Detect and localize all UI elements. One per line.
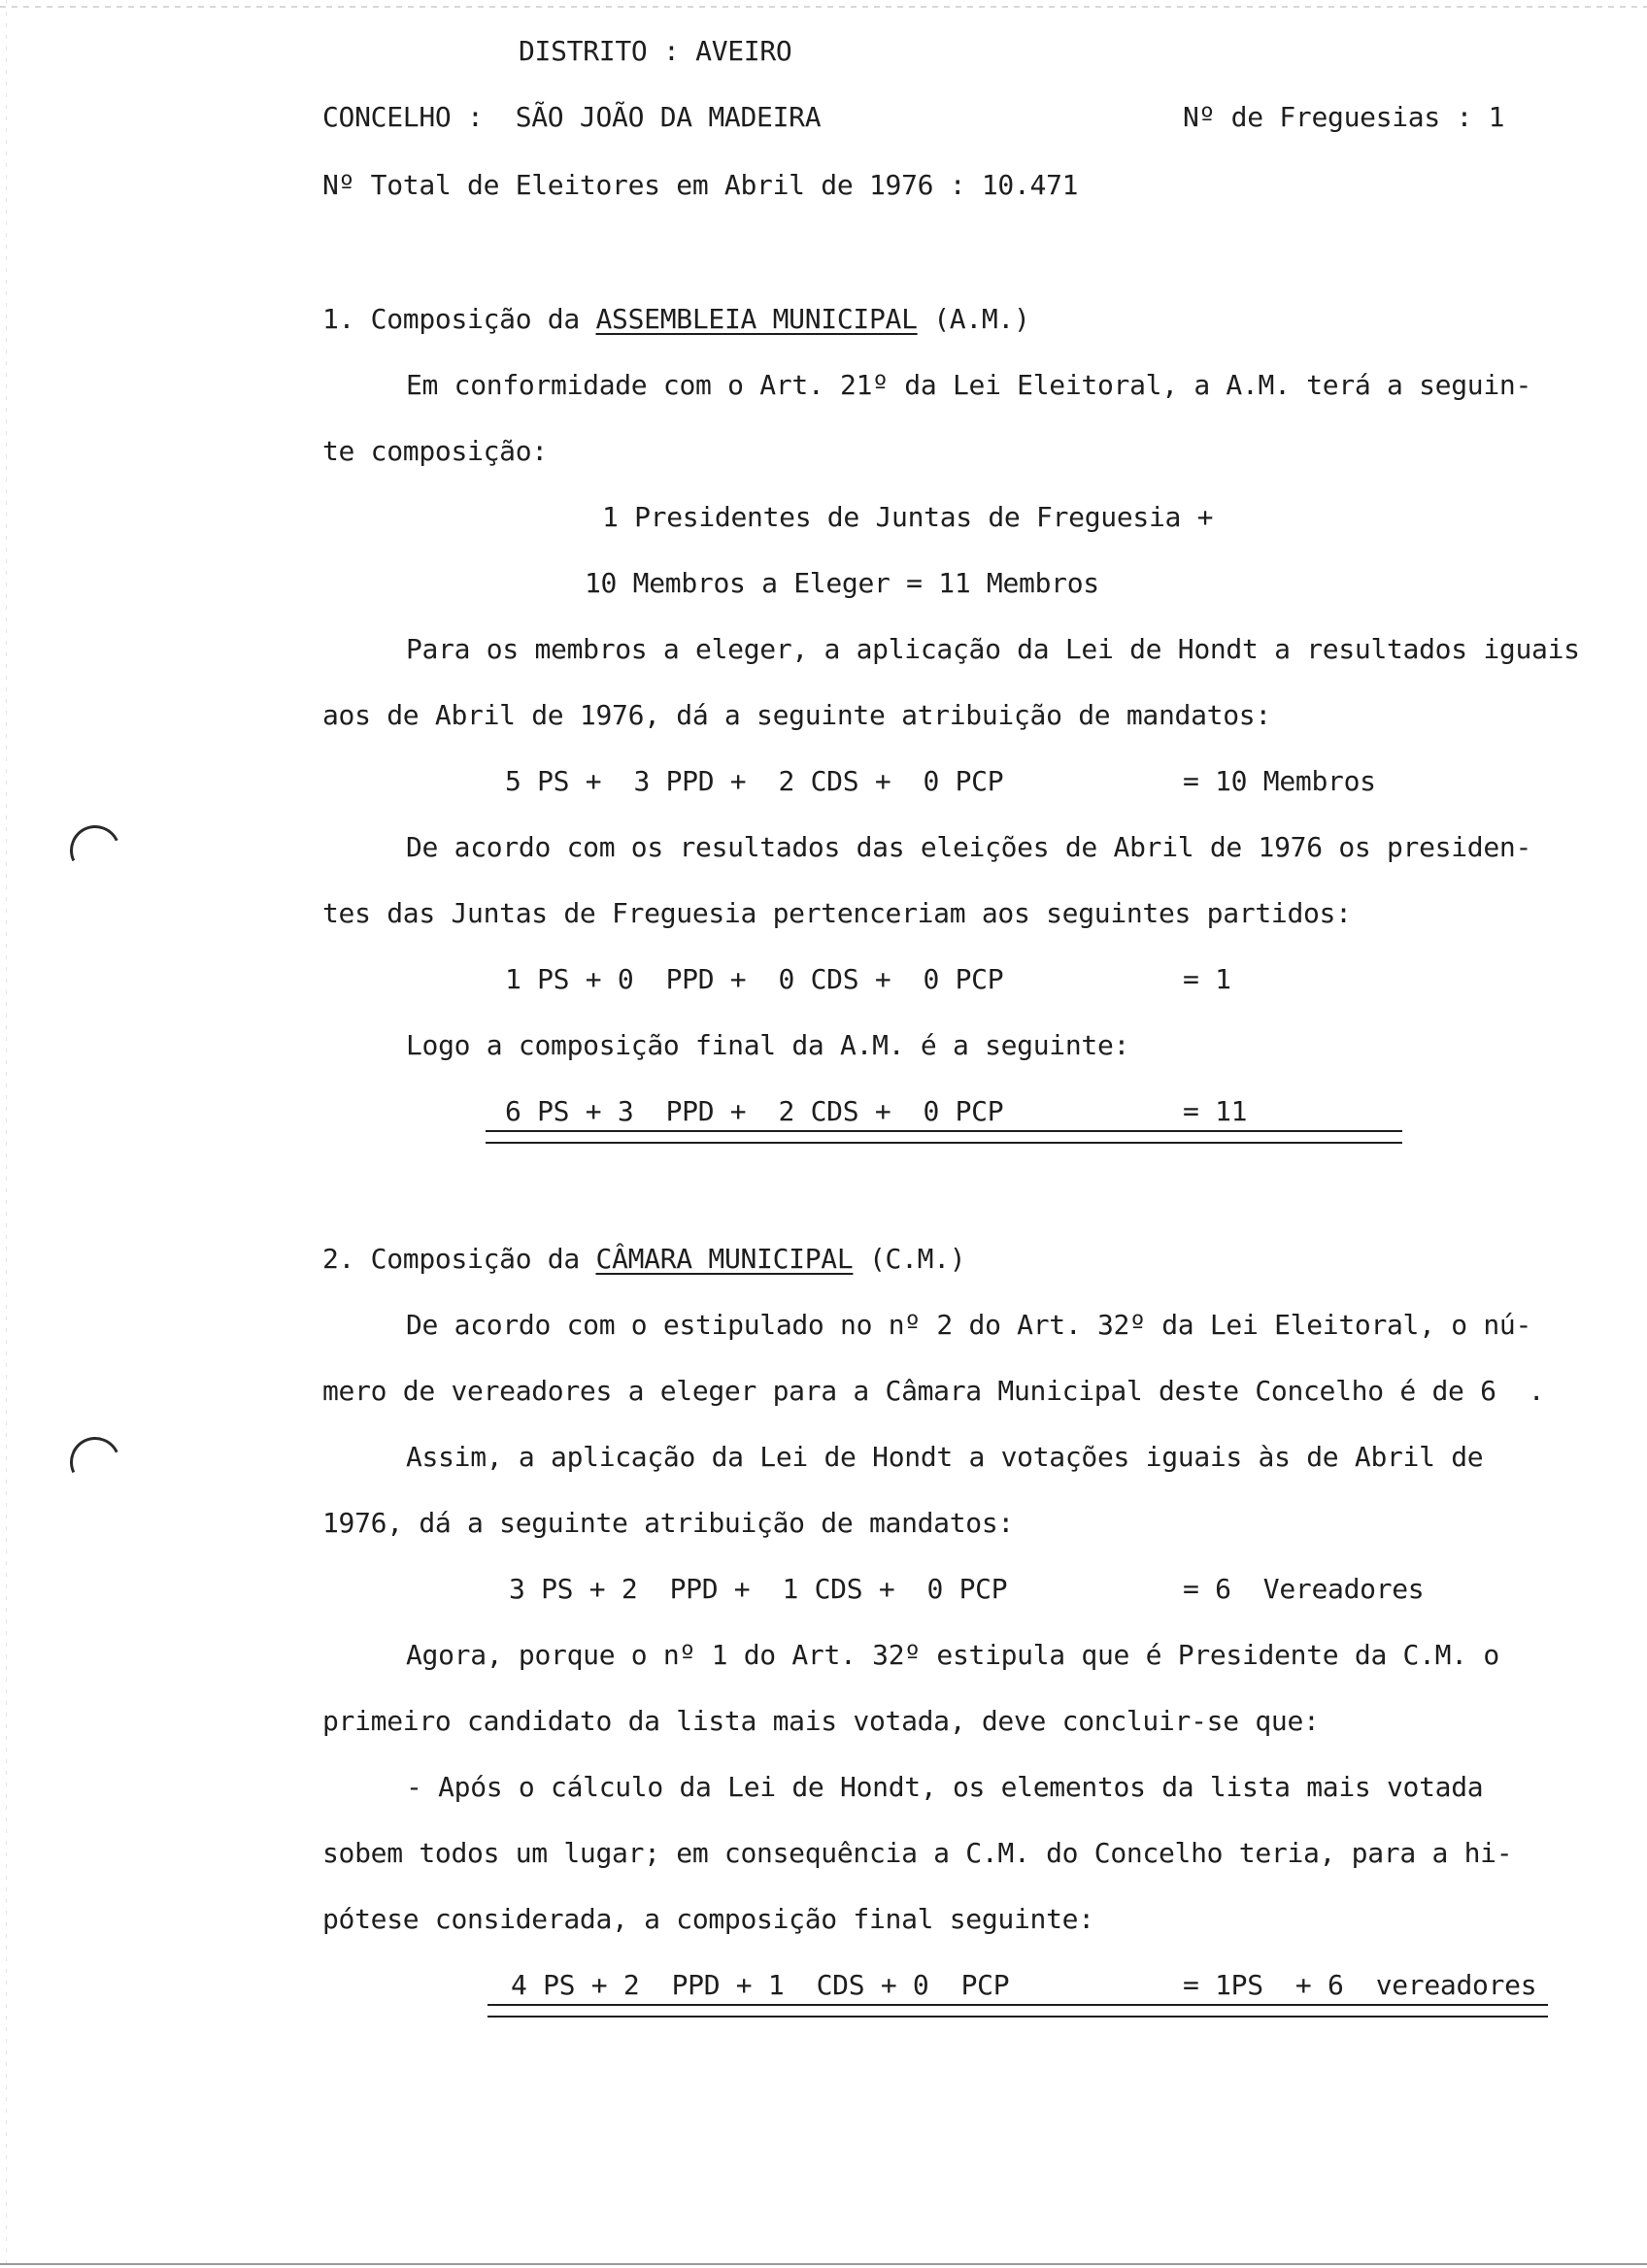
punch-hole-mark-upper (63, 818, 128, 884)
section-2-heading: 2. Composição da CÂMARA MUNICIPAL (C.M.) (322, 1243, 966, 1275)
s1-composition-line-2: 10 Membros a Eleger = 11 Membros (585, 567, 1099, 599)
scan-left-edge (6, 0, 7, 2268)
s1-composition-line-1: 1 Presidentes de Juntas de Freguesia + (602, 501, 1214, 533)
s2-final-equation-right: = 1PS + 6 vereadores (1183, 1969, 1537, 2001)
s1-paragraph-2: Para os membros a eleger, a aplicação da Lei de Hondt a resultados iguais (406, 633, 1580, 665)
total-electors-line: Nº Total de Eleitores em Abril de 1976 : 10.471 (322, 169, 1079, 201)
s2-paragraph-4-cont-1: sobem todos um lugar; em consequência a C.M. do Concelho teria, para a hi- (322, 1837, 1513, 1869)
assembleia-municipal-title: ASSEMBLEIA MUNICIPAL (595, 303, 918, 335)
camara-municipal-title: CÂMARA MUNICIPAL (595, 1243, 854, 1275)
s2-paragraph-2-cont: 1976, dá a seguinte atribuição de mandatos: (322, 1507, 1014, 1539)
s2-final-equation-left: 4 PS + 2 PPD + 1 CDS + 0 PCP (511, 1969, 1010, 2001)
s1-allocation-equation-left: 5 PS + 3 PPD + 2 CDS + 0 PCP (505, 765, 1004, 797)
s1-final-equation-left: 6 PS + 3 PPD + 2 CDS + 0 PCP (505, 1095, 1004, 1127)
s1-paragraph-4: Logo a composição final da A.M. é a seguinte: (406, 1029, 1130, 1061)
punch-hole-mark-lower (63, 1430, 128, 1495)
freguesias-count: Nº de Freguesias : 1 (1183, 101, 1505, 133)
s1-paragraph-2-cont: aos de Abril de 1976, dá a seguinte atribuição de mandatos: (322, 699, 1271, 731)
s1-paragraph-3-cont: tes das Juntas de Freguesia pertenceriam aos seguintes partidos: (322, 897, 1352, 929)
s1-allocation-equation-right: = 10 Membros (1183, 765, 1376, 797)
s2-paragraph-3-cont: primeiro candidato da lista mais votada, deve concluir-se que: (322, 1705, 1320, 1737)
scan-bottom-edge (0, 2263, 1647, 2265)
s2-paragraph-2: Assim, a aplicação da Lei de Hondt a votações iguais às de Abril de (406, 1441, 1484, 1473)
s2-paragraph-4-cont-2: pótese considerada, a composição final seguinte: (322, 1903, 1094, 1935)
s2-allocation-equation-right: = 6 Vereadores (1183, 1573, 1425, 1605)
s1-final-equation-right: = 11 (1183, 1095, 1248, 1127)
s1-final-underline (486, 1130, 1402, 1132)
s1-paragraph-1-cont: te composição: (322, 435, 548, 467)
s2-final-double-underline (487, 2016, 1548, 2018)
scan-top-edge (0, 6, 1647, 8)
district-line: DISTRITO : AVEIRO (519, 35, 792, 67)
s1-paragraph-3: De acordo com os resultados das eleições de Abril de 1976 os presiden- (406, 831, 1532, 863)
s2-paragraph-1-cont: mero de vereadores a eleger para a Câmara Municipal deste Concelho é de 6 . (322, 1375, 1545, 1407)
s1-final-double-underline (486, 1142, 1402, 1144)
s2-paragraph-4: - Após o cálculo da Lei de Hondt, os elementos da lista mais votada (406, 1771, 1484, 1803)
concelho-line: CONCELHO : SÃO JOÃO DA MADEIRA (322, 101, 822, 133)
s2-allocation-equation-left: 3 PS + 2 PPD + 1 CDS + 0 PCP (509, 1573, 1008, 1605)
s2-paragraph-1: De acordo com o estipulado no nº 2 do Art. 32º da Lei Eleitoral, o nú- (406, 1309, 1532, 1341)
s2-final-underline (487, 2004, 1548, 2006)
section-1-heading: 1. Composição da ASSEMBLEIA MUNICIPAL (A.M.) (322, 303, 1030, 335)
s1-presidents-equation-right: = 1 (1183, 963, 1231, 995)
s1-presidents-equation-left: 1 PS + 0 PPD + 0 CDS + 0 PCP (505, 963, 1004, 995)
s1-paragraph-1: Em conformidade com o Art. 21º da Lei Eleitoral, a A.M. terá a seguin- (406, 369, 1532, 401)
s2-paragraph-3: Agora, porque o nº 1 do Art. 32º estipula que é Presidente da C.M. o (406, 1639, 1499, 1671)
